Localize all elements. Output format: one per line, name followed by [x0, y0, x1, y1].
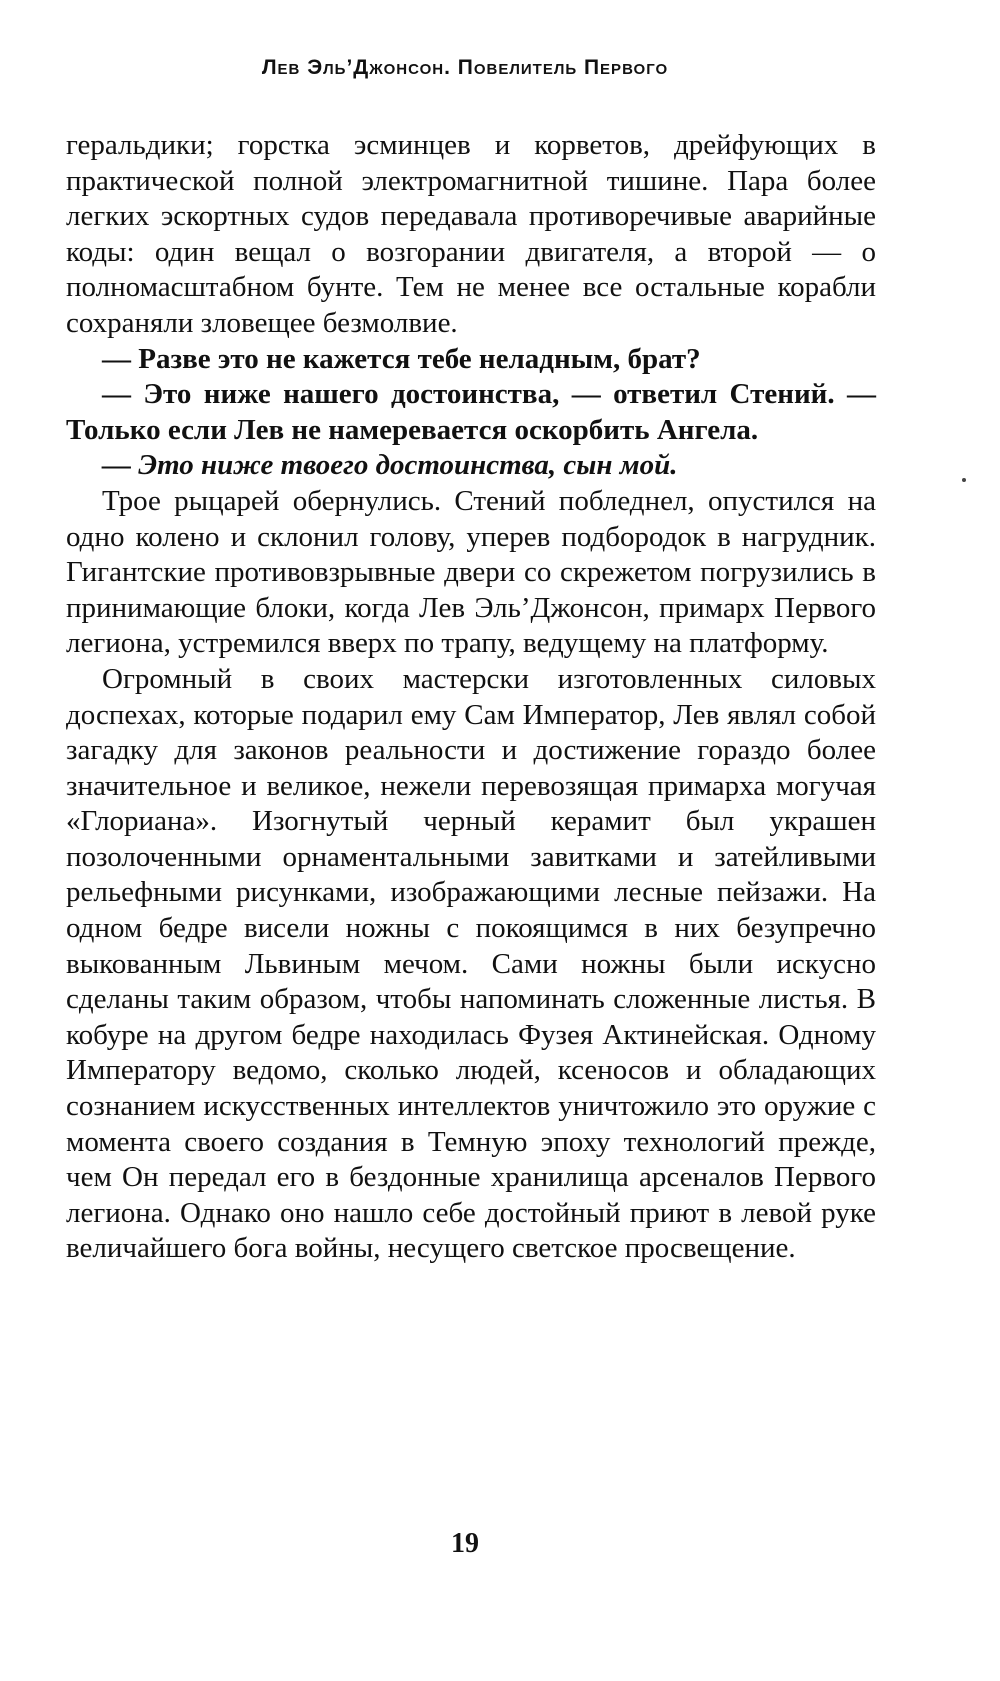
paragraph-continuation: геральдики; горстка эсминцев и корветов, дрейфующих в практической полной электромагнитной тишине. Пара более легких эскортных судов передавала противоречивые аварийные коды: один вещал о возгорании двигателя, а второй — о полномасштабном бунте. Тем не менее все остальные корабли сохраняли зловещее безмолвие. [66, 129, 876, 339]
scan-speck [962, 478, 966, 482]
paragraph-lion-description: Огромный в своих мастерски изготовленных силовых доспехах, которые подарил ему Сам Император, Лев являл собой загадку для законов реальности и достижение гораздо более значительное и великое, нежели перевозящая примарха могучая «Глориана». Изогнутый черный керамит был украшен позолоченными орнаментальными завитками и затейливыми рельефными рисунками, изображающими лесные пейзажи. На одном бедре висели ножны с покоящимся в них безупречно выкованным Львиным мечом. Сами ножны были искусно сделаны таким образом, чтобы напоминать сложенные листья. В кобуре на другом бедре находилась Фузея Актинейская. Одному Императору ведомо, сколько людей, ксеносов и обладающих сознанием искусственных интеллектов уничтожило это оружие с момента своего создания в Темную эпоху технологий прежде, чем Он передал его в бездонные хранилища арсеналов Первого легиона. Однако оно нашло себе достойный приют в левой руке величайшего бога войны, несущего светское просвещение. [66, 662, 876, 1265]
page-number: 19 [451, 1528, 479, 1559]
paragraph-knights: Трое рыцарей обернулись. Стений побледнел, опустился на одно колено и склонил голову, уперев подбородок в нагрудник. Гигантские противовзрывные двери со скрежетом погрузились в принимающие блоки, когда Лев Эль’Джонсон, примарх Первого легиона, устремился вверх по трапу, ведущему на платформу. [66, 484, 876, 660]
body-text [66, 128, 876, 1267]
dialogue-line-lion: — Это ниже твоего достоинства, сын мой. [102, 449, 678, 482]
running-head: Лев Эль’Джонсон. Повелитель Первого [261, 56, 669, 79]
dialogue-line-brother: — Разве это не кажется тебе неладным, брат? [102, 342, 701, 375]
dialogue-line-stenius: — Это ниже нашего достоинства, — ответил Стений. — Только если Лев не намеревается оскорбить Ангела. [66, 378, 876, 446]
